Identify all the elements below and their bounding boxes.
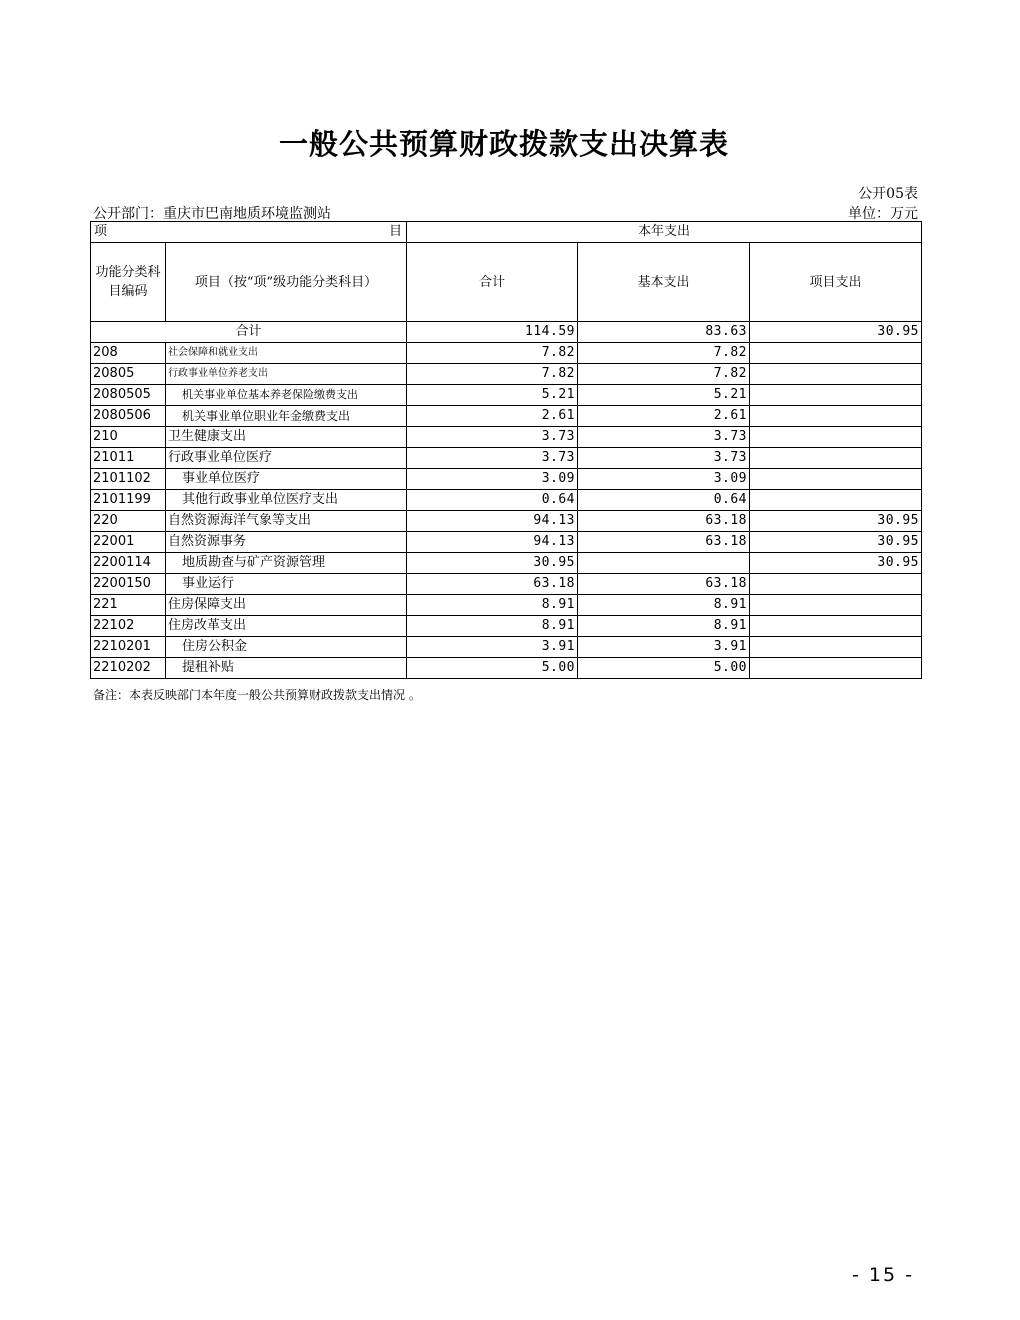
row-name: 住房保障支出 bbox=[166, 595, 407, 616]
total-column-header: 合计 bbox=[407, 243, 578, 322]
total-row bbox=[91, 322, 922, 343]
project-column-header: 项目支出 bbox=[750, 243, 922, 322]
row-name: 机关事业单位基本养老保险缴费支出 bbox=[166, 385, 407, 406]
row-name: 卫生健康支出 bbox=[166, 427, 407, 448]
item-header-left: 项 bbox=[94, 224, 108, 239]
page-title: 一般公共预算财政拨款支出决算表 bbox=[278, 127, 729, 161]
table-row bbox=[91, 343, 922, 364]
row-total: 2.61 bbox=[407, 406, 578, 427]
name-column-header: 项目（按“项”级功能分类科目） bbox=[166, 243, 407, 322]
table-row bbox=[91, 469, 922, 490]
row-project bbox=[750, 490, 922, 511]
row-project bbox=[750, 469, 922, 490]
row-basic: 3.73 bbox=[578, 448, 750, 469]
row-total: 5.00 bbox=[407, 658, 578, 679]
row-total: 94.13 bbox=[407, 511, 578, 532]
table-row bbox=[91, 511, 922, 532]
row-code: 22102 bbox=[91, 616, 166, 637]
row-project bbox=[750, 364, 922, 385]
row-total: 3.91 bbox=[407, 637, 578, 658]
row-project bbox=[750, 637, 922, 658]
row-name: 其他行政事业单位医疗支出 bbox=[166, 490, 407, 511]
row-total: 8.91 bbox=[407, 616, 578, 637]
row-project: 30.95 bbox=[750, 553, 922, 574]
table-row bbox=[91, 385, 922, 406]
row-code: 210 bbox=[91, 427, 166, 448]
row-project bbox=[750, 427, 922, 448]
row-code: 22001 bbox=[91, 532, 166, 553]
footnote: 备注：本表反映部门本年度一般公共预算财政拨款支出情况 。 bbox=[93, 688, 421, 702]
row-total: 94.13 bbox=[407, 532, 578, 553]
page-number: - 15 - bbox=[852, 1264, 914, 1286]
row-basic: 3.09 bbox=[578, 469, 750, 490]
row-total: 8.91 bbox=[407, 595, 578, 616]
row-code: 21011 bbox=[91, 448, 166, 469]
row-name: 住房公积金 bbox=[166, 637, 407, 658]
row-name: 住房改革支出 bbox=[166, 616, 407, 637]
row-name: 社会保障和就业支出 bbox=[166, 343, 407, 364]
row-total: 3.09 bbox=[407, 469, 578, 490]
table-row bbox=[91, 490, 922, 511]
row-name: 行政事业单位医疗 bbox=[166, 448, 407, 469]
row-basic: 5.00 bbox=[578, 658, 750, 679]
row-code: 221 bbox=[91, 595, 166, 616]
table-row bbox=[91, 616, 922, 637]
table-row bbox=[91, 574, 922, 595]
row-basic: 8.91 bbox=[578, 595, 750, 616]
table-row bbox=[91, 406, 922, 427]
row-basic: 8.91 bbox=[578, 616, 750, 637]
row-code: 2200150 bbox=[91, 574, 166, 595]
table-row bbox=[91, 553, 922, 574]
row-basic: 63.18 bbox=[578, 574, 750, 595]
form-number: 公开05表 bbox=[858, 186, 918, 202]
row-basic: 7.82 bbox=[578, 364, 750, 385]
row-total: 7.82 bbox=[407, 343, 578, 364]
row-name: 行政事业单位养老支出 bbox=[166, 364, 407, 385]
department-label: 公开部门：重庆市巴南地质环境监测站 bbox=[93, 206, 331, 222]
row-project bbox=[750, 595, 922, 616]
row-basic: 63.18 bbox=[578, 511, 750, 532]
table-row bbox=[91, 364, 922, 385]
row-basic: 7.82 bbox=[578, 343, 750, 364]
row-name: 提租补贴 bbox=[166, 658, 407, 679]
row-code: 2101102 bbox=[91, 469, 166, 490]
row-total: 30.95 bbox=[407, 553, 578, 574]
row-project bbox=[750, 343, 922, 364]
row-name: 自然资源事务 bbox=[166, 532, 407, 553]
row-name: 地质勘查与矿产资源管理 bbox=[166, 553, 407, 574]
row-name: 自然资源海洋气象等支出 bbox=[166, 511, 407, 532]
item-header bbox=[91, 222, 407, 243]
row-code: 2210201 bbox=[91, 637, 166, 658]
row-total: 7.82 bbox=[407, 364, 578, 385]
total-basic: 83.63 bbox=[578, 322, 750, 343]
table-row bbox=[91, 448, 922, 469]
table-row bbox=[91, 637, 922, 658]
row-basic: 0.64 bbox=[578, 490, 750, 511]
expenditure-table bbox=[90, 221, 922, 679]
row-code: 208 bbox=[91, 343, 166, 364]
table-row bbox=[91, 595, 922, 616]
row-basic: 3.91 bbox=[578, 637, 750, 658]
row-project: 30.95 bbox=[750, 511, 922, 532]
row-project bbox=[750, 574, 922, 595]
row-project bbox=[750, 385, 922, 406]
code-column-header: 功能分类科目编码 bbox=[91, 243, 166, 322]
row-total: 0.64 bbox=[407, 490, 578, 511]
row-name: 机关事业单位职业年金缴费支出 bbox=[166, 406, 407, 427]
table-row bbox=[91, 532, 922, 553]
item-header-right: 目 bbox=[388, 224, 402, 239]
row-total: 5.21 bbox=[407, 385, 578, 406]
current-year-header: 本年支出 bbox=[407, 222, 922, 243]
table-row bbox=[91, 427, 922, 448]
basic-column-header: 基本支出 bbox=[578, 243, 750, 322]
row-project bbox=[750, 448, 922, 469]
row-code: 20805 bbox=[91, 364, 166, 385]
row-total: 63.18 bbox=[407, 574, 578, 595]
table-row bbox=[91, 658, 922, 679]
row-total: 3.73 bbox=[407, 448, 578, 469]
row-basic: 63.18 bbox=[578, 532, 750, 553]
total-label: 合计 bbox=[91, 322, 407, 343]
row-basic: 5.21 bbox=[578, 385, 750, 406]
row-project bbox=[750, 658, 922, 679]
row-basic: 3.73 bbox=[578, 427, 750, 448]
row-project bbox=[750, 616, 922, 637]
unit-label: 单位：万元 bbox=[848, 206, 918, 222]
row-basic: 2.61 bbox=[578, 406, 750, 427]
row-code: 2200114 bbox=[91, 553, 166, 574]
row-project: 30.95 bbox=[750, 532, 922, 553]
row-name: 事业运行 bbox=[166, 574, 407, 595]
row-total: 3.73 bbox=[407, 427, 578, 448]
row-code: 2210202 bbox=[91, 658, 166, 679]
row-code: 2080505 bbox=[91, 385, 166, 406]
row-code: 220 bbox=[91, 511, 166, 532]
total-sum: 114.59 bbox=[407, 322, 578, 343]
row-project bbox=[750, 406, 922, 427]
row-name: 事业单位医疗 bbox=[166, 469, 407, 490]
row-basic bbox=[578, 553, 750, 574]
row-code: 2080506 bbox=[91, 406, 166, 427]
total-project: 30.95 bbox=[750, 322, 922, 343]
row-code: 2101199 bbox=[91, 490, 166, 511]
